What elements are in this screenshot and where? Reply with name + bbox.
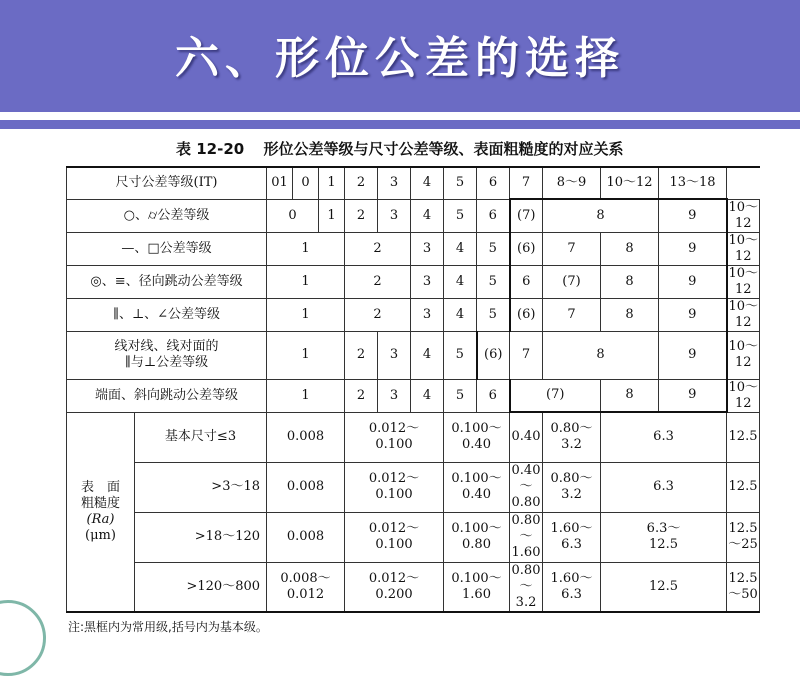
row-label-line: ∥与⊥公差等级: [124, 355, 209, 370]
banner-underline: [0, 120, 800, 129]
table-cell: 8: [601, 379, 659, 412]
table-cell: 10～12: [728, 265, 759, 297]
table-cell: 8: [543, 199, 659, 232]
table-row: [67, 232, 760, 265]
table-cell: 9: [659, 379, 727, 412]
table-cell: 3: [378, 331, 411, 379]
table-cell: 5: [444, 379, 477, 412]
table-caption: [176, 138, 623, 159]
table-cell: 10～12: [728, 199, 759, 231]
table-cell: 0.008～ 0.012: [267, 562, 345, 612]
table-cell: 0.012～ 0.100: [345, 412, 444, 462]
table-cell: 9: [659, 232, 727, 265]
table-cell: 4: [411, 379, 444, 412]
table-cell: 12.5: [727, 412, 760, 462]
table-cell: 3: [378, 199, 411, 232]
table-number: 表 12-20: [176, 140, 245, 158]
table-cell: 8: [601, 232, 659, 265]
table-cell: 1: [319, 199, 345, 232]
table-cell: 2: [345, 199, 378, 232]
row-label-line: 线对线、线对面的: [114, 339, 219, 354]
table-cell: 10～12: [728, 232, 759, 264]
table-cell: 5: [477, 298, 510, 331]
table-cell: 0.80～ 3.2: [510, 562, 543, 612]
table-cell: 0.100～ 0.40: [444, 412, 510, 462]
row-label: ◎、≡、径向跳动公差等级: [67, 265, 267, 298]
table-cell: 6: [510, 265, 543, 298]
table-cell: 0.008: [267, 512, 345, 562]
table-cell: 0.012～ 0.100: [345, 512, 444, 562]
table-cell: (7): [510, 199, 543, 232]
row-label: ○、⌭公差等级: [67, 199, 267, 232]
side-label-line: 粗糙度: [80, 495, 120, 511]
table-cell: 8: [601, 265, 659, 298]
table-row: [67, 379, 760, 412]
table-cell: 4: [444, 265, 477, 298]
table-cell: 6: [477, 379, 510, 412]
table-row: [67, 512, 760, 562]
row-label: >18～120: [135, 512, 267, 562]
table-cell: (6): [510, 232, 543, 265]
table-cell: 3: [411, 298, 444, 331]
tolerance-table: [66, 166, 760, 613]
row-label: 端面、斜向跳动公差等级: [67, 379, 267, 412]
table-cell: 01: [267, 167, 293, 199]
table-cell: 1.60～ 6.3: [543, 512, 601, 562]
table-cell: 0: [267, 199, 319, 232]
table-cell: 7: [543, 232, 601, 265]
table-cell: 7: [510, 331, 543, 379]
table-cell: 0.100～ 1.60: [444, 562, 510, 612]
table-cell: 12.5～50: [727, 562, 760, 612]
table-cell: 6: [477, 199, 510, 232]
table-cell: 5: [444, 331, 477, 379]
table-row: [67, 562, 760, 612]
table-cell: 6: [477, 167, 510, 199]
table-cell: 5: [477, 232, 510, 265]
table-row: [67, 265, 760, 298]
table-footnote: 注:黑框内为常用级,括号内为基本级。: [68, 620, 268, 634]
table-cell: 5: [477, 265, 510, 298]
table-cell: 6.3: [601, 412, 727, 462]
table-cell: 10～12: [728, 298, 759, 330]
table-cell: 1.60～ 6.3: [543, 562, 601, 612]
table-cell: (7): [510, 379, 601, 412]
table-cell: 1: [267, 232, 345, 265]
table-cell: (6): [477, 331, 510, 379]
row-label: ∥、⊥、∠公差等级: [67, 298, 267, 331]
table-cell: 3: [378, 167, 411, 199]
side-label-line: (μm): [85, 527, 116, 543]
table-row: [67, 298, 760, 331]
table-cell: 0.012～ 0.100: [345, 462, 444, 512]
table-row: [67, 167, 760, 199]
table-cell: 9: [659, 298, 727, 331]
table-cell: 0.008: [267, 412, 345, 462]
table-cell: 4: [411, 199, 444, 232]
table-cell: 1: [267, 331, 345, 379]
table-cell: 6.3: [601, 462, 727, 512]
table-cell: 9: [659, 199, 727, 232]
side-label-line: (Ra): [86, 511, 115, 527]
table-caption-text: 形位公差等级与尺寸公差等级、表面粗糙度的对应关系: [263, 140, 624, 158]
table-cell: 0.80～ 1.60: [510, 512, 543, 562]
table-cell: 8: [543, 331, 659, 379]
table-cell: 9: [659, 265, 727, 298]
row-label: —、□公差等级: [67, 232, 267, 265]
corner-decoration: [0, 600, 46, 676]
table-cell: 12.5: [727, 462, 760, 512]
table-cell: 5: [444, 199, 477, 232]
table-cell: 4: [444, 232, 477, 265]
table-cell: 2: [345, 331, 378, 379]
table-cell: 2: [345, 265, 411, 298]
table-row: [67, 331, 760, 379]
table-cell: 8: [601, 298, 659, 331]
row-label: 基本尺寸≤3: [135, 412, 267, 462]
table-cell: 4: [444, 298, 477, 331]
table-cell: 1: [267, 379, 345, 412]
table-cell: 0.100～ 0.40: [444, 462, 510, 512]
table-cell: (7): [543, 265, 601, 298]
table-cell: 10～12: [601, 167, 659, 199]
table-cell: (6): [510, 298, 543, 331]
table-cell: 7: [510, 167, 543, 199]
roughness-side-label: [67, 412, 135, 612]
row-label: 尺寸公差等级(IT): [67, 167, 267, 199]
table-row: [67, 199, 760, 232]
table-cell: 10～12: [727, 331, 760, 379]
table-cell: 1: [267, 265, 345, 298]
slide-title: 六、形位公差的选择: [175, 33, 625, 84]
table-cell: 3: [378, 379, 411, 412]
table-cell: 0: [293, 167, 319, 199]
table-cell: 1: [319, 167, 345, 199]
table-cell: 1: [267, 298, 345, 331]
row-label: [67, 331, 267, 379]
table-cell: 13～18: [659, 167, 727, 199]
table-cell: 3: [411, 265, 444, 298]
table-cell: 7: [543, 298, 601, 331]
table-cell: 0.008: [267, 462, 345, 512]
table-cell: 0.40: [510, 412, 543, 462]
table-cell: 8～9: [543, 167, 601, 199]
table-cell: 2: [345, 298, 411, 331]
table-cell: 4: [411, 331, 444, 379]
table-cell: 0.80～ 3.2: [543, 462, 601, 512]
table-cell: 9: [659, 331, 727, 379]
table-cell: 2: [345, 232, 411, 265]
row-label: >3～18: [135, 462, 267, 512]
table-row: [67, 412, 760, 462]
table-cell: 12.5～25: [727, 512, 760, 562]
table-cell: 3: [411, 232, 444, 265]
title-banner: [0, 0, 800, 112]
table-cell: 0.40～ 0.80: [510, 462, 543, 512]
table-cell: 5: [444, 167, 477, 199]
table-cell: 10～12: [728, 379, 759, 411]
table-cell: 4: [411, 167, 444, 199]
table-cell: 0.012～ 0.200: [345, 562, 444, 612]
table-row: [67, 462, 760, 512]
row-label: >120～800: [135, 562, 267, 612]
table-cell: 2: [345, 379, 378, 412]
table-cell: 2: [345, 167, 378, 199]
table-cell: 0.80～ 3.2: [543, 412, 601, 462]
side-label-line: 表 面: [80, 479, 120, 495]
table-cell: 12.5: [601, 562, 727, 612]
table-cell: 6.3～ 12.5: [601, 512, 727, 562]
table-cell: 0.100～ 0.80: [444, 512, 510, 562]
